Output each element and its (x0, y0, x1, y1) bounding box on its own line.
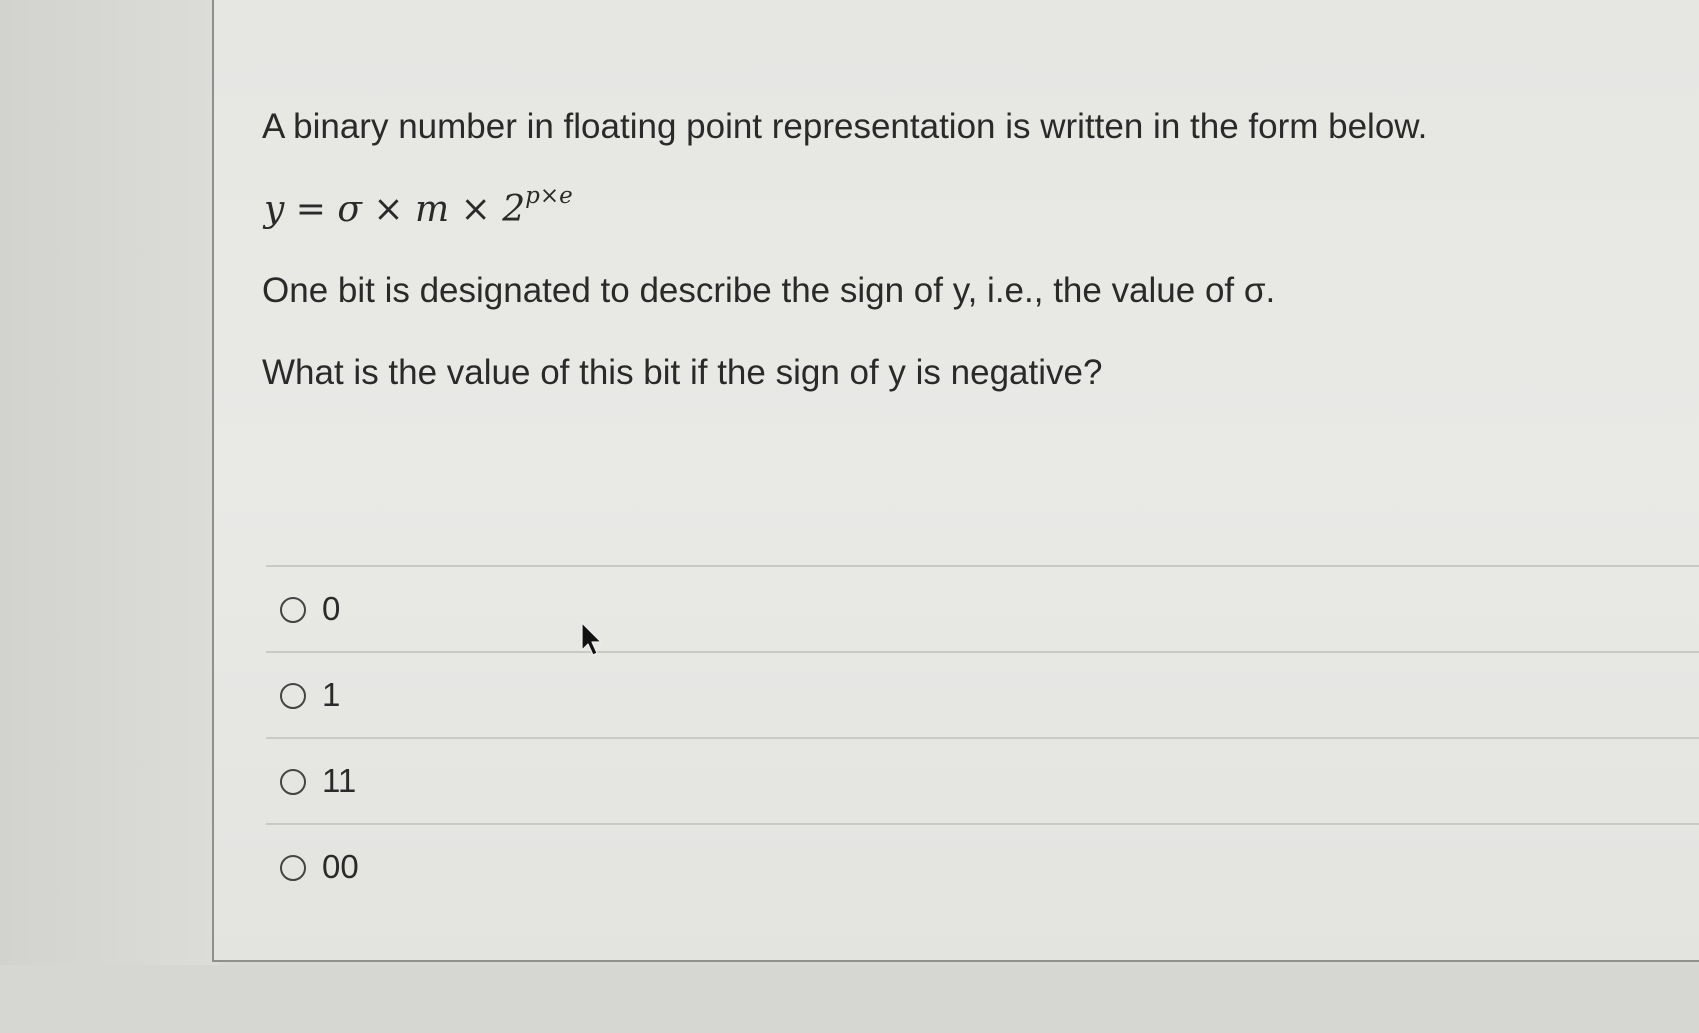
answer-option[interactable] (266, 565, 1699, 651)
mouse-pointer-icon (580, 622, 604, 658)
answer-option[interactable] (266, 651, 1699, 737)
answer-option-label: 0 (322, 590, 341, 627)
bottom-margin (0, 965, 1699, 1033)
answer-options (266, 565, 1699, 909)
question-sign-bit-description: One bit is designated to describe the sign of y, i.e., the value of σ. (262, 271, 1276, 310)
radio-button-icon[interactable] (280, 855, 306, 881)
answer-option-label: 1 (322, 676, 341, 713)
radio-button-icon[interactable] (280, 683, 306, 709)
left-margin (0, 0, 218, 1033)
formula-exponent: p×e (525, 183, 573, 209)
formula-base: y = σ × m × 2 (264, 189, 526, 230)
question-prompt: A binary number in floating point representation is written in the form below. (262, 107, 1428, 146)
answer-option[interactable] (266, 737, 1699, 823)
answer-option-label: 11 (322, 762, 357, 799)
floating-point-formula (264, 183, 573, 231)
question-card (212, 0, 1699, 962)
question-ask: What is the value of this bit if the sign of y is negative? (262, 353, 1103, 392)
radio-button-icon[interactable] (280, 769, 306, 795)
answer-option[interactable] (266, 823, 1699, 909)
radio-button-icon[interactable] (280, 597, 306, 623)
answer-option-label: 00 (322, 848, 359, 885)
